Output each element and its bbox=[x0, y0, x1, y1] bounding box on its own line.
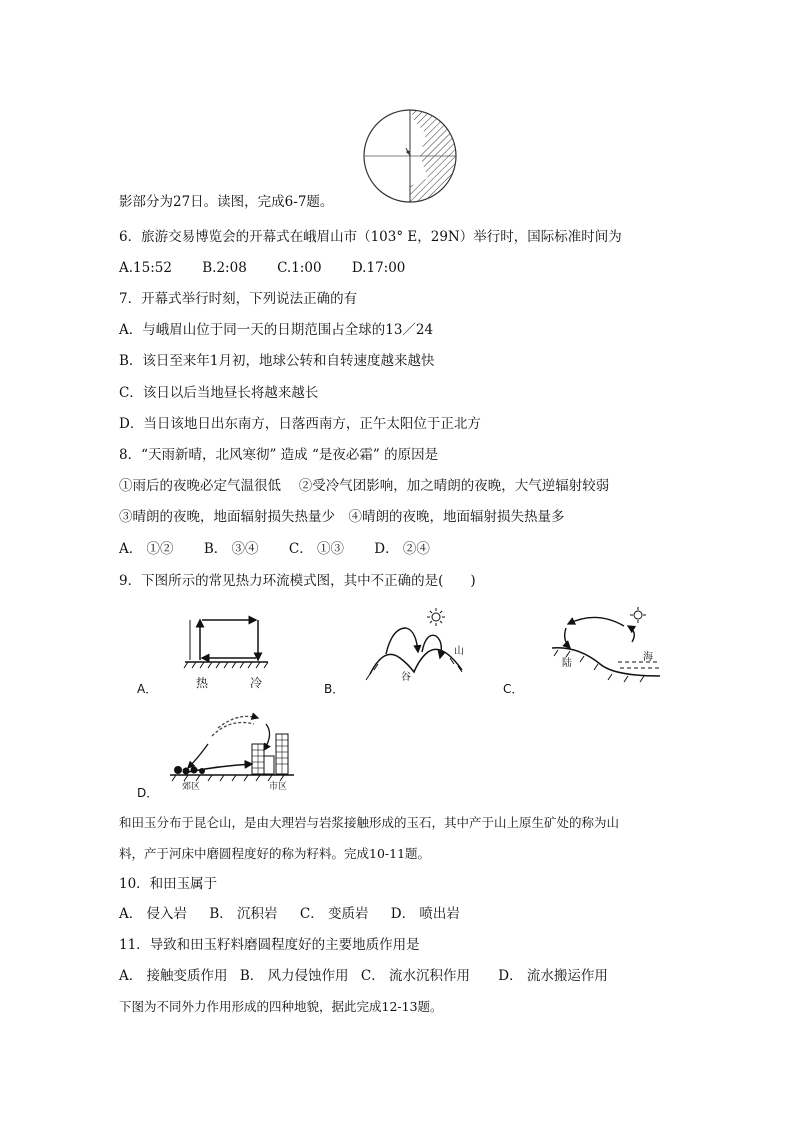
q9-label-a[interactable]: A． bbox=[137, 682, 158, 696]
passage-12-13: 下图为不同外力作用形成的四种地貌，据此完成12-13题。 bbox=[119, 999, 443, 1014]
q8-option-a[interactable]: A． ①② bbox=[119, 541, 174, 557]
q9-label-mountain: 山 bbox=[454, 646, 464, 657]
q8-statement-1: ①雨后的夜晚必定气温很低 ②受冷气团影响，加之晴朗的夜晚，大气逆辐射较弱 bbox=[119, 478, 610, 494]
q9-figure-d bbox=[168, 706, 296, 782]
q6-option-b[interactable]: B.2:08 bbox=[202, 260, 247, 276]
q9-label-hot: 热 bbox=[196, 676, 209, 690]
q9-label-city: 市区 bbox=[269, 782, 288, 792]
q8-option-d[interactable]: D． ②④ bbox=[374, 541, 430, 557]
q9-label-d[interactable]: D． bbox=[137, 786, 159, 800]
sun-icon bbox=[427, 608, 445, 626]
q8-statement-2: ③晴朗的夜晚，地面辐射损失热量少 ④晴朗的夜晚，地面辐射损失热量多 bbox=[119, 509, 565, 525]
q6-stem: 6．旅游交易博览会的开幕式在峨眉山市（103° E，29N）举行时，国际标准时间为 bbox=[119, 229, 622, 245]
q6-option-a[interactable]: A.15:52 bbox=[119, 260, 172, 276]
q9-label-c[interactable]: C． bbox=[503, 682, 524, 696]
q9-figure-a bbox=[180, 612, 272, 674]
q6-option-d[interactable]: D.17:00 bbox=[351, 260, 406, 276]
q7-stem: 7．开幕式举行时刻，下列说法正确的有 bbox=[119, 291, 358, 307]
q10-stem: 10．和田玉属于 bbox=[119, 876, 218, 892]
q11-option-d[interactable]: D． 流水搬运作用 bbox=[498, 968, 608, 984]
q8-option-b[interactable]: B． ③④ bbox=[203, 541, 259, 557]
q7-option-c[interactable]: C．该日以后当地昼长将越来越长 bbox=[119, 385, 319, 401]
q10-options bbox=[119, 905, 478, 923]
q11-options bbox=[119, 967, 608, 985]
q6-option-c[interactable]: C.1:00 bbox=[277, 260, 322, 276]
q9-stem: 9．下图所示的常见热力环流模式图，其中不正确的是( ) bbox=[119, 573, 476, 589]
q11-option-b[interactable]: B． 风力侵蚀作用 bbox=[239, 968, 349, 984]
q9-label-suburb: 郊区 bbox=[182, 782, 201, 792]
q9-label-cold: 冷 bbox=[250, 676, 263, 690]
q11-stem: 11．导致和田玉籽料磨圆程度好的主要地质作用是 bbox=[119, 937, 420, 953]
q11-option-c[interactable]: C． 流水沉积作用 bbox=[360, 968, 470, 984]
globe-figure bbox=[362, 108, 458, 204]
q7-option-a[interactable]: A．与峨眉山位于同一天的日期范围占全球的13／24 bbox=[119, 322, 434, 338]
q10-option-a[interactable]: A． 侵入岩 bbox=[119, 906, 188, 922]
q8-options bbox=[119, 540, 456, 558]
q9-label-land: 陆 bbox=[562, 658, 572, 669]
q8-option-c[interactable]: C． ①③ bbox=[288, 541, 344, 557]
q7-option-d[interactable]: D．当日该地日出东南方，日落西南方，正午太阳位于正北方 bbox=[119, 416, 481, 432]
q10-option-d[interactable]: D． 喷出岩 bbox=[390, 906, 460, 922]
q7-option-b[interactable]: B．该日至来年1月初，地球公转和自转速度越来越快 bbox=[119, 353, 435, 369]
q6-options bbox=[119, 259, 431, 277]
q8-stem: 8．“天雨新晴，北风寒彻” 造成 “是夜必霜” 的原因是 bbox=[119, 447, 439, 463]
q9-figure-c bbox=[548, 606, 666, 686]
passage-10-11-line-1: 和田玉分布于昆仑山，是由大理岩与岩浆接触形成的玉石，其中产于山上原生矿处的称为山 bbox=[119, 815, 620, 830]
q10-option-c[interactable]: C． 变质岩 bbox=[299, 906, 369, 922]
q11-option-a[interactable]: A． 接触变质作用 bbox=[119, 968, 228, 984]
intro-tail: 影部分为27日。读图，完成6-7题。 bbox=[119, 194, 334, 210]
q9-label-b[interactable]: B． bbox=[324, 682, 345, 696]
sun-icon bbox=[630, 607, 646, 623]
q9-label-sea: 海 bbox=[643, 652, 653, 663]
q9-label-valley: 谷 bbox=[401, 672, 411, 683]
passage-10-11-line-2: 料，产于河床中磨圆程度好的称为籽料。完成10-11题。 bbox=[119, 846, 431, 861]
q10-option-b[interactable]: B． 沉积岩 bbox=[209, 906, 278, 922]
